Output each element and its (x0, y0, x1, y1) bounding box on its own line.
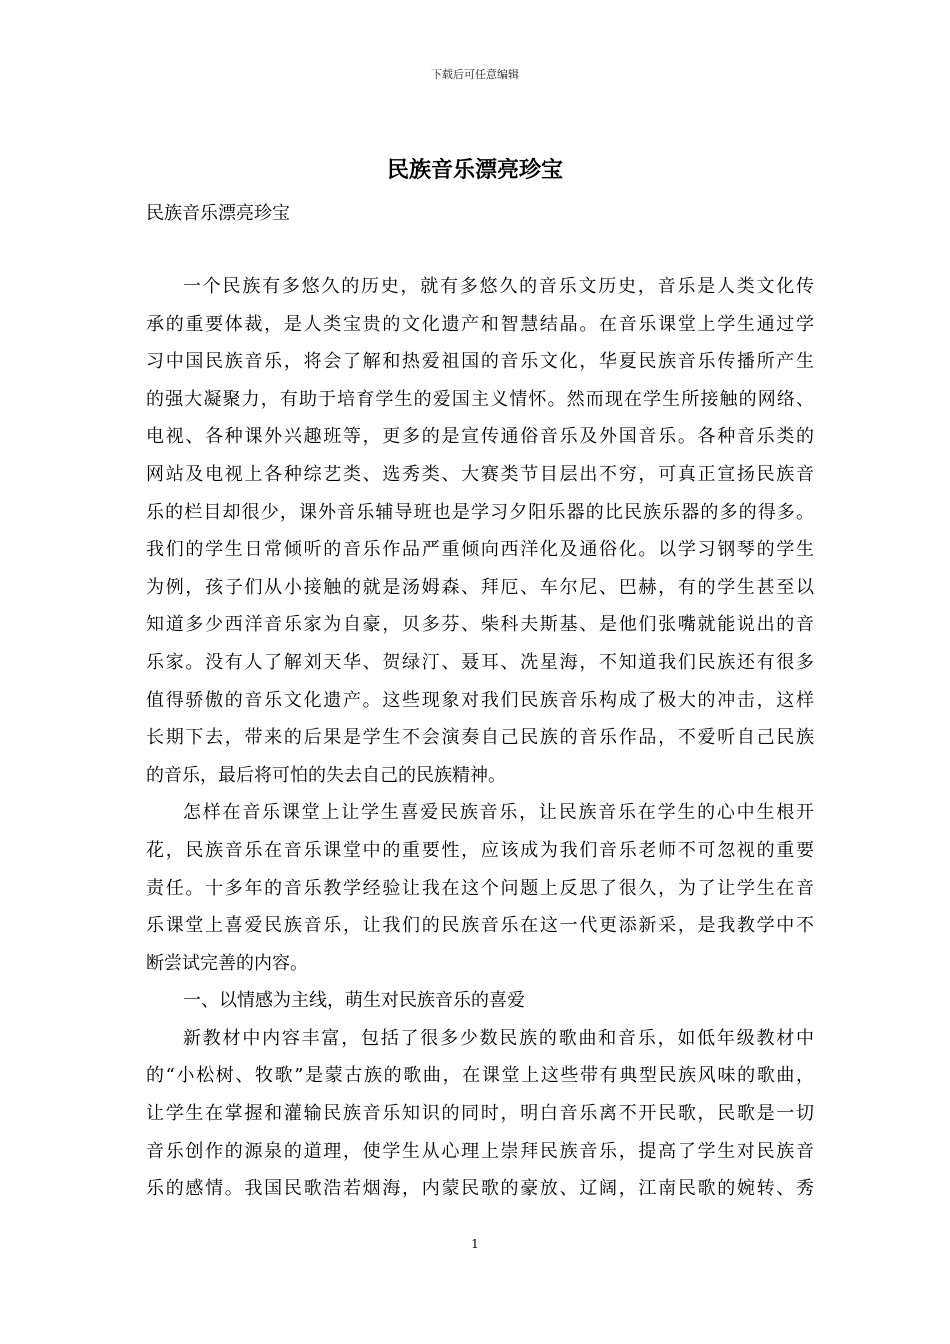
text-line: 为例，孩子们从小接触的就是汤姆森、拜厄、车尔尼、巴赫，有的学生甚至以 (146, 576, 814, 598)
text-line: 责任。十多年的音乐教学经验让我在这个问题上反思了很久，为了让学生在音 (146, 877, 814, 899)
text-line: 乐家。没有人了解刘天华、贺绿汀、聂耳、冼星海，不知道我们民族还有很多 (146, 651, 814, 673)
text-line: 新教材中内容丰富，包括了很多少数民族的歌曲和音乐，如低年级教材中 (183, 1027, 814, 1049)
text-line: 音乐创作的源泉的道理，使学生从心理上崇拜民族音乐，提高了学生对民族音 (146, 1140, 814, 1162)
text-line: 的强大凝聚力，有助于培育学生的爱国主义情怀。然而现在学生所接触的网络、 (146, 388, 814, 410)
document-title: 民族音乐漂亮珍宝 (386, 157, 563, 183)
text-line: 电视、各种课外兴趣班等，更多的是宣传通俗音乐及外国音乐。各种音乐类的 (146, 426, 814, 448)
text-line: 知道多少西洋音乐家为自豪，贝多芬、柴科夫斯基、是他们张嘴就能说出的音 (146, 614, 814, 636)
text-line: 网站及电视上各种综艺类、选秀类、大赛类节目层出不穷，可真正宣扬民族音 (146, 463, 814, 485)
header-note: 下载后可任意编辑 (431, 68, 519, 81)
text-line: 乐课堂上喜爱民族音乐，让我们的民族音乐在这一代更添新采，是我教学中不 (146, 915, 814, 937)
text-line: 断尝试完善的内容。 (146, 952, 308, 974)
text-line: 让学生在掌握和灌输民族音乐知识的同时，明白音乐离不开民歌，民歌是一切 (146, 1103, 814, 1125)
text-line: 承的重要体裁，是人类宝贵的文化遗产和智慧结晶。在音乐课堂上学生通过学 (146, 313, 814, 335)
body-text (146, 272, 814, 1212)
text-line: 乐的感情。我国民歌浩若烟海，内蒙民歌的豪放、辽阔，江南民歌的婉转、秀 (146, 1178, 814, 1200)
text-line: 怎样在音乐课堂上让学生喜爱民族音乐，让民族音乐在学生的心中生根开 (183, 802, 814, 824)
text-line: 长期下去，带来的后果是学生不会演奏自己民族的音乐作品，不爱听自己民族 (146, 727, 814, 749)
text-line: 习中国民族音乐，将会了解和热爱祖国的音乐文化，华夏民族音乐传播所产生 (146, 351, 814, 373)
text-line: 的“小松树、牧歌”是蒙古族的歌曲，在课堂上这些带有典型民族风味的歌曲， (146, 1065, 814, 1087)
text-line: 花，民族音乐在音乐课堂中的重要性，应该成为我们音乐老师不可忽视的重要 (146, 839, 814, 861)
text-line: 值得骄傲的音乐文化遗产。这些现象对我们民族音乐构成了极大的冲击，这样 (146, 689, 814, 711)
section-heading: 一、以情感为主线，萌生对民族音乐的喜爱 (183, 990, 525, 1012)
text-line: 乐的栏目却很少，课外音乐辅导班也是学习夕阳乐器的比民族乐器的多的得多。 (146, 501, 814, 523)
text-line: 一个民族有多悠久的历史，就有多悠久的音乐文历史，音乐是人类文化传 (183, 276, 814, 297)
text-line: 的音乐，最后将可怕的失去自己的民族精神。 (146, 764, 506, 786)
page-number: 1 (471, 1237, 479, 1251)
document-subtitle: 民族音乐漂亮珍宝 (146, 203, 290, 224)
text-line: 我们的学生日常倾听的音乐作品严重倾向西洋化及通俗化。以学习钢琴的学生 (146, 539, 814, 561)
